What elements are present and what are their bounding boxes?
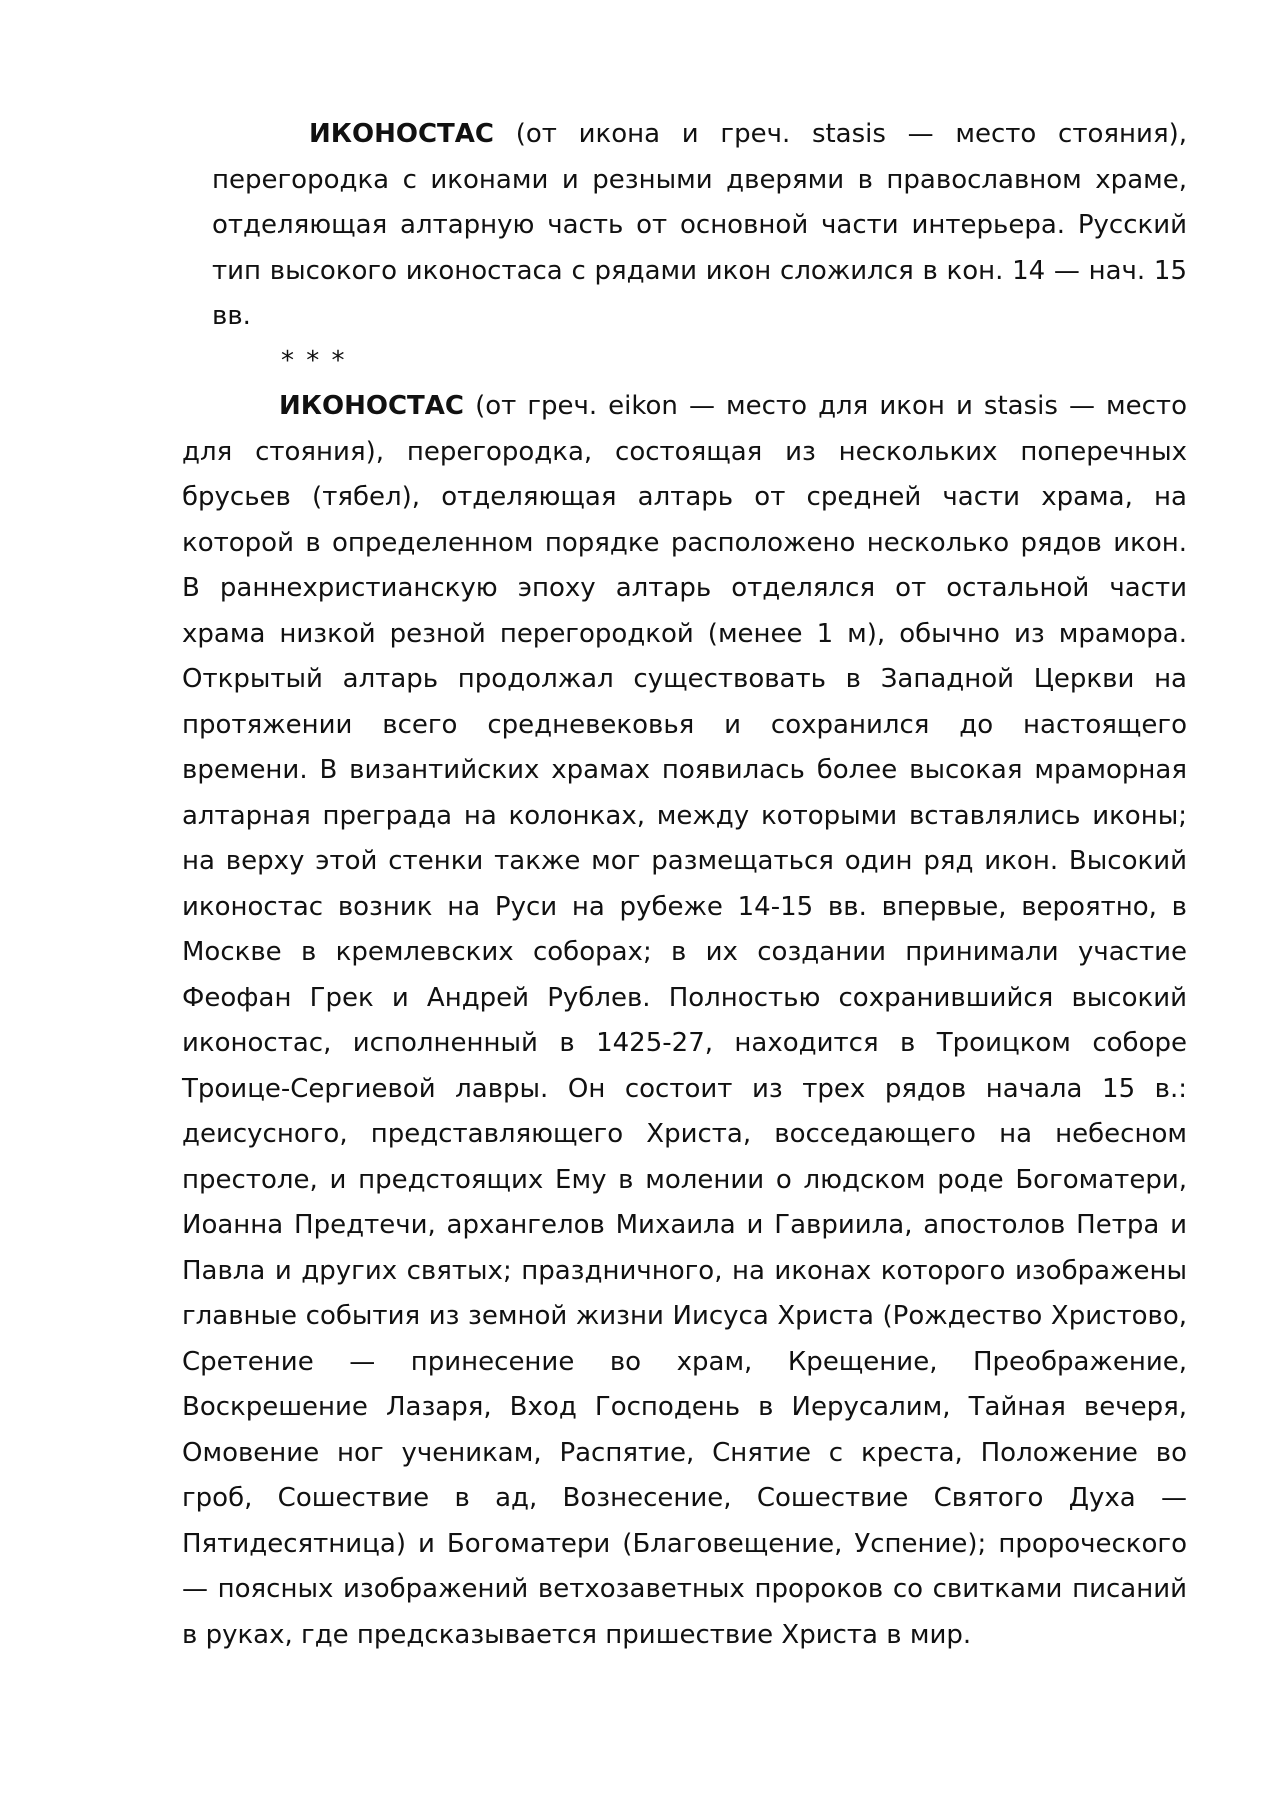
entry-paragraph-2 <box>182 384 1187 1658</box>
entry-text-2: (от греч. eikon — место для икон и stasis — место для стояния), перегородка, состоящая из нескольких поперечных брусьев (тябел), отделяющая алтарь от средней части храма, на которой в определенном порядке расположено несколько рядов икон. В раннехристианскую эпоху алтарь отделялся от остальной части храма низкой резной перегородкой (менее 1 м), обычно из мрамора. Открытый алтарь продолжал существовать в Западной Церкви на протяжении всего средневековья и сохранился до настоящего времени. В византийских храмах появилась более высокая мраморная алтарная преграда на колонках, между которыми вставлялись иконы; на верху этой стенки также мог размещаться один ряд икон. Высокий иконостас возник на Руси на рубеже 14-15 вв. впервые, вероятно, в Москве в кремлевских соборах; в их создании принимали участие Феофан Грек и Андрей Рублев. Полностью сохранившийся высокий иконостас, исполненный в 1425-27, находится в Троицком соборе Троице-Сергиевой лавры. Он состоит из трех рядов начала 15 в.: деисусного, представляющего Христа, восседающего на небесном престоле, и предстоящих Ему в молении о людском роде Богоматери, Иоанна Предтечи, архангелов Михаила и Гавриила, апостолов Петра и Павла и других святых; праздничного, на иконах которого изображены главные события из земной жизни Иисуса Христа (Рождество Христово, Сретение — принесение во храм, Крещение, Преображение, Воскрешение Лазаря, Вход Господень в Иерусалим, Тайная вечеря, Омовение ног ученикам, Распятие, Снятие с креста, Положение во гроб, Сошествие в ад, Вознесение, Сошествие Святого Духа — Пятидесятница) и Богоматери (Благовещение, Успение); пророческого — поясных изображений ветхозаветных пророков со свитками писаний в руках, где предсказывается пришествие Христа в мир. <box>182 391 1187 1650</box>
entry-text-1: (от икона и греч. stasis — место стояния), перегородка с иконами и резными дверями в православном храме, отделяющая алтарную часть от основной части интерьера. Русский тип высокого иконостаса с рядами икон сложился в кон. 14 — нач. 15 вв. <box>212 119 1187 331</box>
entry-term-2: ИКОНОСТАС <box>279 391 464 421</box>
entry-paragraph-1 <box>212 112 1187 340</box>
section-separator: * * * <box>281 346 347 376</box>
entry-term-1: ИКОНОСТАС <box>309 119 494 149</box>
